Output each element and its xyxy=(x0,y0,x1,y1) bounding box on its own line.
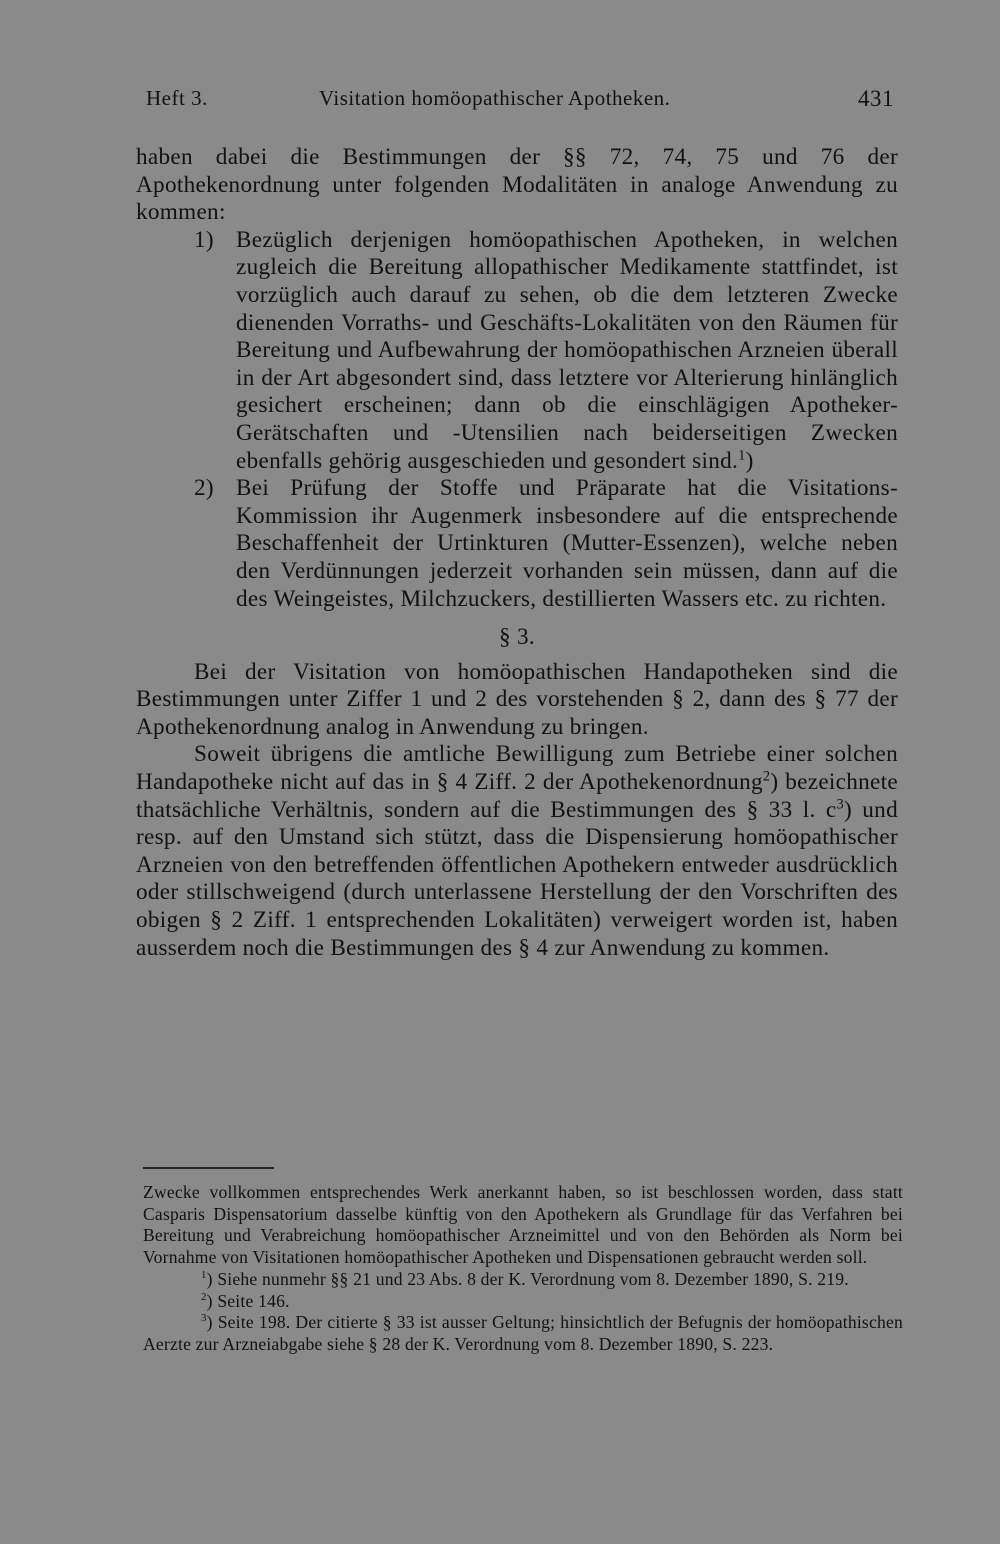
footnote-mark: 2 xyxy=(201,1290,207,1303)
page-number: 431 xyxy=(858,86,894,111)
paragraph-1: Bei der Visitation von homöopathischen Handapotheken sind die Bestimmungen unter Ziffer 1 und 2 des vorstehenden § 2, dann des § 77 der Apothekenordnung analog in Anwendung zu bringen. xyxy=(136,658,898,740)
footnote-text: ) Seite 198. Der citierte § 33 ist ausser Geltung; hinsichtlich der Befugnis der homöopathischen Aerzte zur Arzneiabgabe siehe § 28 der K. Verordnung vom 8. Dezember 1890, S. 223. xyxy=(143,1312,903,1354)
footnote-ref-1: 1 xyxy=(738,446,746,463)
list-item-text: Bezüglich derjenigen homöopathischen Apotheken, in welchen zugleich die Bereitung allopathischer Medikamente stattfindet, ist vorzüglich auch darauf zu sehen, ob die dem letzteren Zwecke dienenden Vorraths- und Geschäfts-Lokalitäten von den Räumen für Bereitung und Aufbewahrung der homöopathischen Arzneien überall in der Art abgesondert sind, dass letztere vor Alterierung hinlänglich gesichert erscheinen; dann ob die einschlägigen Apotheker-Gerätschaften und -Utensilien nach beiderseitigen Zwecken ebenfalls gehörig ausgeschieden und gesondert sind. xyxy=(236,226,898,474)
footnote-continuation: Zwecke vollkommen entsprechendes Werk anerkannt haben, so ist beschlossen worden, dass statt Casparis Dispensatorium dasselbe künftig von den Apothekern als Grundlage für das Verfahren bei Bereitung und Verabreichung homöopathischer Arzneimittel und von den Behörden als Norm bei Vornahme von Visitationen homöopathischer Apotheken und Dispensationen gebraucht werden soll. xyxy=(143,1182,903,1268)
footnote-2 xyxy=(143,1291,903,1313)
issue-label: Heft 3. xyxy=(146,86,208,110)
list-item-number: 1) xyxy=(194,226,214,253)
intro-paragraph: haben dabei die Bestimmungen der §§ 72, 74, 75 und 76 der Apothekenordnung unter folgenden Modalitäten in analoge Anwendung zu kommen: xyxy=(136,144,898,226)
main-text xyxy=(136,144,898,962)
paragraph-2 xyxy=(136,741,898,962)
list-item-text: Bei Prüfung der Stoffe und Präparate hat die Visitations-Kommission ihr Augenmerk insbesondere auf die entsprechende Beschaffenheit der Urtinkturen (Mutter-Essenzen), welche neben den Verdünnungen jederzeit vorhanden sein müssen, dann auf die des Weingeistes, Milchzuckers, destillierten Wassers etc. zu richten. xyxy=(236,475,898,612)
footnote-text: ) Siehe nunmehr §§ 21 und 23 Abs. 8 der K. Verordnung vom 8. Dezember 1890, S. 219. xyxy=(206,1268,849,1289)
list-item-2 xyxy=(136,475,898,613)
paragraph-2-part-c: ) und resp. auf den Umstand sich stützt, dass die Dispensierung homöopathischer Arzneien von den betreffenden öffentlichen Apothekern entweder ausdrücklich oder stillschweigend (durch unterlassene Herstellung der den Vorschriften des obigen § 2 Ziff. 1 entsprechenden Lokalitäten) verweigert worden ist, haben ausserdem noch die Bestimmungen des § 4 zur Anwendung zu kommen. xyxy=(136,796,898,961)
paragraph-2-part-b: ) bezeichnete thatsächliche Verhältnis, sondern auf die Bestimmungen des § 33 l. c xyxy=(136,769,898,823)
footnote-mark: 1 xyxy=(201,1268,207,1281)
list-item-number: 2) xyxy=(194,475,214,502)
footnote-text: ) Seite 146. xyxy=(206,1290,290,1311)
footnote-ref-3: 3 xyxy=(836,795,844,812)
section-heading: § 3. xyxy=(499,624,535,651)
footnote-divider xyxy=(143,1167,274,1169)
footnote-ref-2: 2 xyxy=(762,768,771,785)
paragraph-2-part-a: Soweit übrigens die amtliche Bewilligung zum Betriebe einer solchen Handapotheke nicht auf das in § 4 Ziff. 2 der Apothekenordnung xyxy=(136,741,898,796)
running-title: Visitation homöopathischer Apotheken. xyxy=(319,86,671,110)
list-item-text-end: ) xyxy=(745,447,754,474)
list-item-1 xyxy=(136,227,898,475)
footnotes xyxy=(143,1182,903,1356)
footnote-mark: 3 xyxy=(201,1312,207,1325)
footnote-3 xyxy=(143,1312,903,1355)
footnote-1 xyxy=(143,1269,903,1291)
